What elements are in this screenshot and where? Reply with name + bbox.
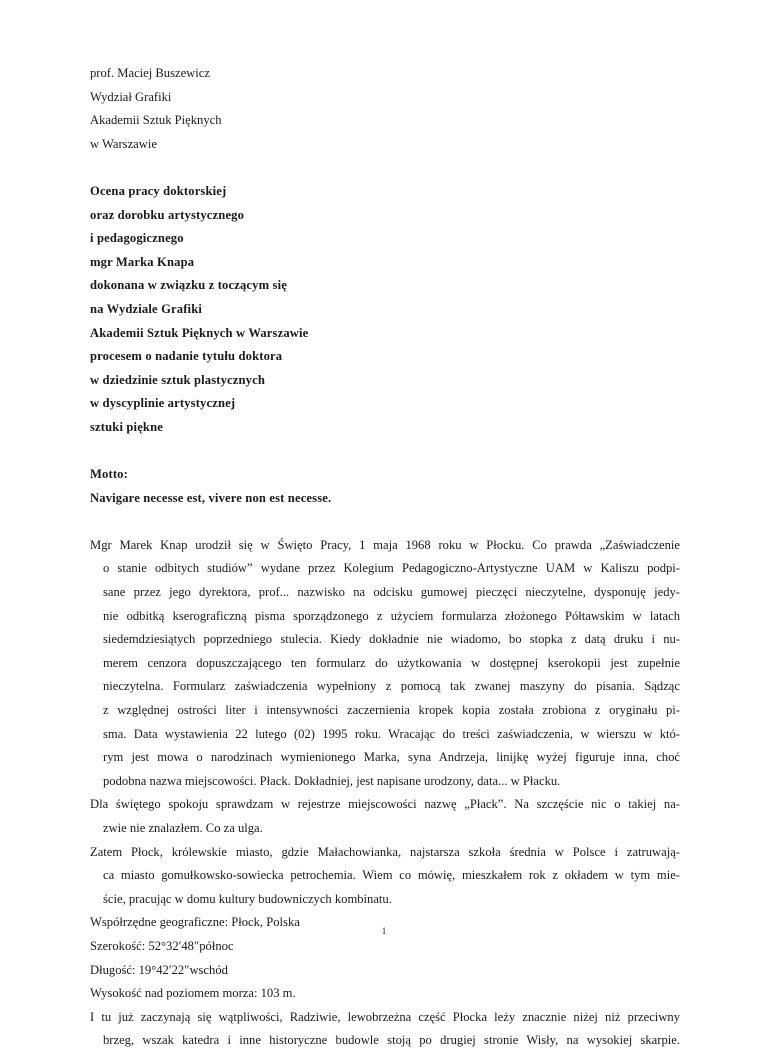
text-line: ca miasto gomułkowsko-sowiecka petrochemia. Wiem co mówię, mieszkałem rok z okładem w tym mie- <box>103 868 680 883</box>
motto-text: Navigare necesse est, vivere non est necesse. <box>90 490 332 505</box>
text-line: o stanie odbitych studiów” wydane przez Kolegium Pedagogiczno-Artystyczne UAM w Kaliszu podpi- <box>103 561 680 576</box>
author-block <box>90 62 680 156</box>
document-title <box>90 180 680 440</box>
coordinates-longitude <box>90 959 680 983</box>
author-line: Wydział Grafiki <box>90 89 172 104</box>
text-line: merem cenzora dopuszczającego ten formularz do użytkowania w dostępnej kserokopii jest zupełnie <box>103 655 680 670</box>
text-line: podobna nazwa miejscowości. Płack. Dokładniej, jest napisane urodzony, data... w Płacku. <box>103 773 561 788</box>
text-line: I tu już zaczynają się wątpliwości, Radziwie, lewobrzeżna część Płocka leży znacznie niżej niż przeciwny <box>90 1009 680 1024</box>
text-line: Długość: 19°42′22″wschód <box>90 962 228 977</box>
title-line: dokonana w związku z toczącym się <box>90 278 287 293</box>
text-line: nie odbitką kserograficzną pisma sporządzonego z użyciem formularza złożonego Półtawskim w latach <box>103 608 680 623</box>
text-line: Wysokość nad poziomem morza: 103 m. <box>90 986 296 1001</box>
document-content <box>90 62 680 1053</box>
page-number: 1 <box>381 926 387 936</box>
paragraph <box>90 793 680 840</box>
title-line: w dziedzinie sztuk plastycznych <box>90 372 266 387</box>
coordinates-latitude <box>90 935 680 959</box>
title-line: Ocena pracy doktorskiej <box>90 183 227 198</box>
title-line: na Wydziale Grafiki <box>90 301 202 316</box>
text-line: Dla świętego spokoju sprawdzam w rejestrze miejscowości nazwę „Płack”. Na szczęście nic o takiej na- <box>90 797 680 812</box>
text-line: siedemdziesiątych poprzedniego stulecia. Kiedy dokładnie nie wiadomo, bo stopka z datą druku i nu- <box>103 632 680 647</box>
text-line: sane przez jego dyrektora, prof... nazwisko na odcisku gumowej pieczęci nieczytelne, dysponuję jedy- <box>103 585 680 600</box>
paragraph <box>90 534 680 794</box>
author-line: w Warszawie <box>90 136 157 151</box>
text-line: Mgr Marek Knap urodził się w Święto Pracy, 1 maja 1968 roku w Płocku. Co prawda „Zaświadczenie <box>90 537 680 552</box>
title-line: sztuki piękne <box>90 419 163 434</box>
text-line: z względnej ostrości liter i intensywności zaczernienia kropek kopia została zrobiona z oryginału pi- <box>103 703 680 718</box>
author-line: prof. Maciej Buszewicz <box>90 66 210 80</box>
title-line: i pedagogicznego <box>90 231 184 246</box>
title-line: w dyscyplinie artystycznej <box>90 396 236 411</box>
author-line: Akademii Sztuk Pięknych <box>90 113 222 128</box>
title-line: oraz dorobku artystycznego <box>90 207 245 222</box>
text-line: brzeg, wszak katedra i inne historyczne budowle stoją po drugiej stronie Wisły, na wysokiej skarpie. <box>103 1033 680 1048</box>
text-line: rym jest mowa o narodzinach wymienionego Marka, syna Andrzeja, linijkę wyżej figuruje inna, choć <box>103 750 680 765</box>
text-line: sma. Data wystawienia 22 lutego (02) 1995 roku. Wracając do treści zaświadczenia, w wierszu w któ- <box>103 726 680 741</box>
title-line: mgr Marka Knapa <box>90 254 195 269</box>
text-line: Współrzędne geograficzne: Płock, Polska <box>90 915 300 930</box>
text-line: nieczytelna. Formularz zaświadczenia wypełniony z pomocą tak zwanej maszyny do pisania. Sądząc <box>103 679 680 694</box>
title-line: Akademii Sztuk Pięknych w Warszawie <box>90 325 309 340</box>
paragraph <box>90 841 680 912</box>
text-line: ście, pracując w domu kultury budowniczych kombinatu. <box>103 891 392 906</box>
text-line: Szerokość: 52°32′48″północ <box>90 938 234 953</box>
text-line: Zatem Płock, królewskie miasto, gdzie Małachowianka, najstarsza szkoła średnia w Polsce i zatruwają- <box>90 844 680 859</box>
motto-label: Motto: <box>90 467 128 482</box>
paragraph <box>90 1006 680 1053</box>
text-line: zwie nie znalazłem. Co za ulga. <box>103 821 263 835</box>
title-line: procesem o nadanie tytułu doktora <box>90 349 283 364</box>
motto <box>90 463 680 510</box>
